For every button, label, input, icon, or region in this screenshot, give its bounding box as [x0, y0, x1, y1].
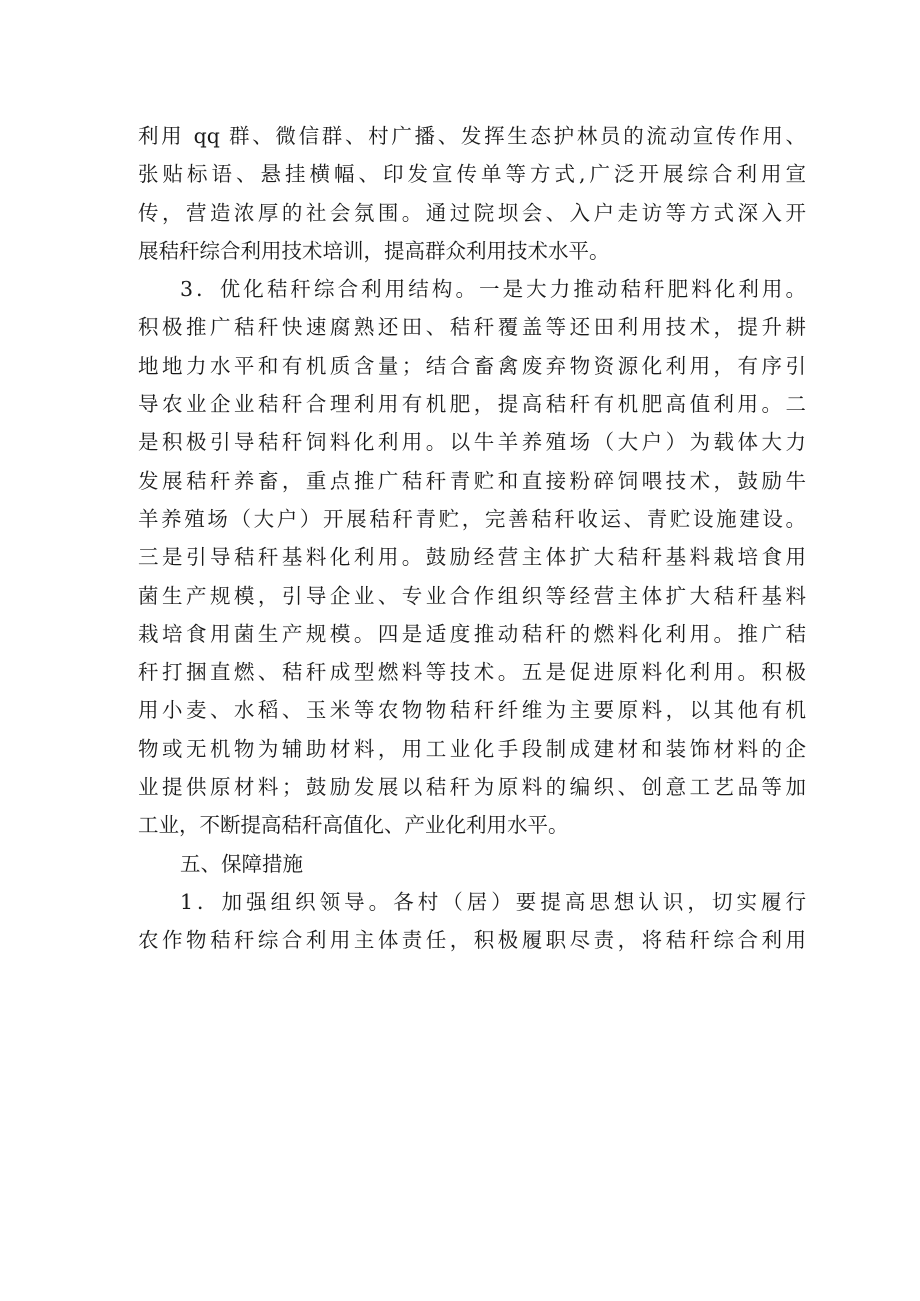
section-heading: 五、保障措施: [180, 851, 303, 876]
text-line: 菌生产规模，引导企业、专业合作组织等经营主体扩大秸秆基料: [138, 583, 806, 608]
text-line: 3．优化秸秆综合利用结构。一是大力推动秸秆肥料化利用。: [180, 277, 806, 302]
text-line: 地地力水平和有机质含量；结合畜禽废弃物资源化利用，有序引: [138, 353, 806, 378]
text-line: 1．加强组织领导。各村（居）要提高思想认识，切实履行: [180, 889, 806, 914]
text-line: 物或无机物为辅助材料，用工业化手段制成建材和装饰材料的企: [138, 736, 806, 761]
text-line: 羊养殖场（大户）开展秸秆青贮，完善秸秆收运、青贮设施建设。: [138, 506, 806, 531]
text-line: 工业，不断提高秸秆高值化、产业化利用水平。: [138, 813, 569, 838]
paragraph-block-measures: [138, 883, 806, 960]
paragraph-block-continued: [138, 117, 806, 845]
text-line: 三是引导秸秆基料化利用。鼓励经营主体扩大秸秆基料栽培食用: [138, 545, 806, 570]
text-line: 导农业企业秸秆合理利用有机肥，提高秸秆有机肥高值利用。二: [138, 392, 806, 417]
text-line: 利用 qq 群、微信群、村广播、发挥生态护林员的流动宣传作用、: [138, 124, 806, 148]
text-line: 传，营造浓厚的社会氛围。通过院坝会、入户走访等方式深入开: [138, 200, 806, 225]
text-line: 用小麦、水稻、玉米等农物物秸秆纤维为主要原料，以其他有机: [138, 698, 806, 723]
text-line: 积极推广秸秆快速腐熟还田、秸秆覆盖等还田利用技术，提升耕: [138, 315, 806, 340]
text-line: 栽培食用菌生产规模。四是适度推动秸秆的燃料化利用。推广秸: [138, 621, 806, 646]
text-line: 张贴标语、悬挂横幅、印发宣传单等方式,广泛开展综合利用宣: [138, 162, 806, 187]
text-line: 发展秸秆养畜，重点推广秸秆青贮和直接粉碎饲喂技术，鼓励牛: [138, 468, 806, 493]
text-line: 展秸秆综合利用技术培训，提高群众利用技术水平。: [138, 238, 610, 263]
text-line: 农作物秸秆综合利用主体责任，积极履职尽责，将秸秆综合利用: [138, 928, 806, 953]
text-line: 秆打捆直燃、秸秆成型燃料等技术。五是促进原料化利用。积极: [138, 660, 806, 685]
text-line: 是积极引导秸秆饲料化利用。以牛羊养殖场（大户）为载体大力: [138, 430, 806, 455]
document-body: [138, 117, 806, 960]
text-line: 业提供原材料；鼓励发展以秸秆为原料的编织、创意工艺品等加: [138, 775, 806, 800]
